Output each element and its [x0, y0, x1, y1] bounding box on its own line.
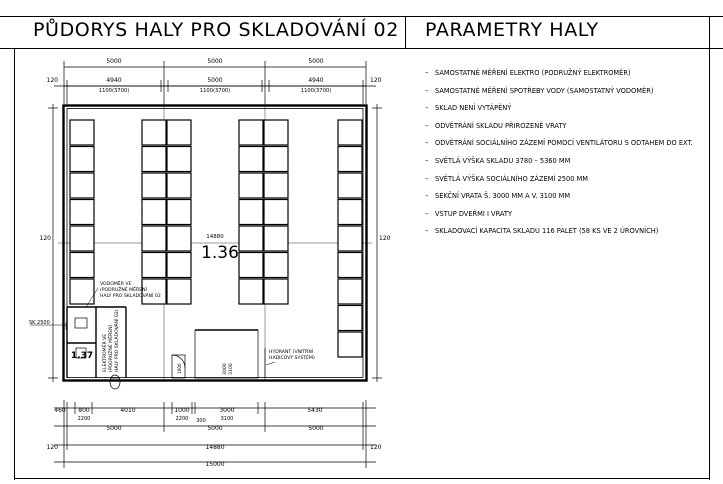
parameter-item: – SVĚTLÁ VÝŠKA SKLADU 3780 – 5360 MM — [425, 155, 571, 165]
pallet-slot — [70, 173, 94, 198]
dim-axis-1: 5000 — [106, 58, 122, 65]
dim-b2-2: 5000 — [207, 425, 223, 432]
pallet-slot — [338, 120, 362, 145]
pallet-slot — [338, 173, 362, 198]
dim-axis-3: 5000 — [308, 58, 324, 65]
dim-window-1: 1100(3700) — [98, 88, 130, 94]
washbasin-icon — [75, 318, 87, 328]
pallet-slot — [338, 200, 362, 225]
dim-b2-3: 5000 — [308, 425, 324, 432]
pallet-slot — [338, 332, 362, 357]
pallet-slot — [142, 226, 166, 251]
electro-note-2: (PODRUŽNÉ MĚŘENÍ — [109, 325, 114, 372]
pallet-slot — [167, 279, 191, 304]
pallet-slot — [264, 120, 288, 145]
dim-b2-1: 5000 — [106, 425, 122, 432]
dim-window-3: 1100(3700) — [300, 88, 332, 94]
parameter-item: – SEKČNÍ VRATA Š. 3000 MM A V. 3100 MM — [425, 191, 571, 201]
pallet-slot — [70, 120, 94, 145]
parameter-item: – SVĚTLÁ VÝŠKA SOCIÁLNÍHO ZÁZEMÍ 2500 MM — [425, 173, 589, 183]
pallet-slot — [167, 253, 191, 278]
pallet-slot — [167, 147, 191, 172]
pallet-slot — [70, 200, 94, 225]
dim-b-3000: 3000 — [219, 407, 235, 414]
dim-b-4010: 4010 — [120, 407, 136, 414]
hydrant-note-2: HADICOVÝ SYSTÉM) — [269, 356, 315, 361]
pallet-slot — [167, 120, 191, 145]
sk-label: SK 2500 — [29, 320, 50, 326]
pallet-slot — [167, 173, 191, 198]
parameters-title: PARAMETRY HALY — [425, 19, 599, 41]
parameter-item: – ODVĚTRÁNÍ SKLADU PŘIROZENĚ VRATY — [425, 120, 567, 130]
pallet-slot — [264, 200, 288, 225]
dim-b-2200b: 2200 — [175, 416, 189, 422]
inner-length: 14880 — [206, 234, 224, 240]
pallet-slot — [264, 226, 288, 251]
water-meter-note-2: (PODRUŽNÉ MĚŘENÍ — [100, 288, 147, 293]
dim-edge-right: 120 — [370, 77, 382, 84]
dim-b-5430: 5430 — [307, 407, 323, 414]
dim-clear-2: 5000 — [207, 77, 223, 84]
dim-right: 120 — [379, 235, 391, 242]
electro-note-1: ELEKTROMĚR VE — [103, 333, 108, 372]
parameter-item: – SKLAD NENÍ VYTÁPĚNÝ — [425, 103, 512, 113]
pallet-slot — [239, 173, 263, 198]
pallet-slot — [142, 200, 166, 225]
pallet-slot — [239, 200, 263, 225]
pallet-slot — [70, 226, 94, 251]
door-height: 3100 — [229, 363, 234, 375]
pallet-slot — [70, 147, 94, 172]
toilet-number: 1.37 — [70, 351, 94, 361]
dim-b4: 15000 — [205, 461, 225, 468]
room-number: 1.36 — [201, 243, 239, 263]
pallet-slot — [239, 253, 263, 278]
water-meter-note-1: VODOMĚR VE — [100, 282, 132, 287]
electro-note-3: HALY PRO SKLADOVÁNÍ 02) — [115, 309, 120, 372]
parameter-item: – SAMOSTATNÉ MĚŘENÍ ELEKTRO (PODRUŽNÝ ELEKTROMĚR) — [425, 68, 631, 77]
pallet-slot — [167, 226, 191, 251]
dim-b-3100: 3100 — [220, 416, 234, 422]
pallet-slot — [142, 173, 166, 198]
pallet-slot — [264, 279, 288, 304]
plan-title: PŮDORYS HALY PRO SKLADOVÁNÍ 02 — [33, 19, 399, 41]
dim-b3: 14880 — [205, 444, 225, 451]
dim-left: 120 — [39, 235, 51, 242]
pallet-slot — [142, 253, 166, 278]
pallet-slot — [338, 226, 362, 251]
parameter-item: – SKLADOVACÍ KAPACITA SKLADU 116 PALET (58 KS VE 2 ÚROVNÍCH) — [425, 226, 659, 236]
dim-edge-left: 120 — [46, 77, 58, 84]
dim-b-800: 800 — [78, 407, 90, 414]
pallet-slot — [239, 279, 263, 304]
pallet-slot — [338, 306, 362, 331]
pallet-slot — [264, 173, 288, 198]
pallet-slot — [70, 253, 94, 278]
pallet-slot — [142, 120, 166, 145]
pallet-slot — [239, 120, 263, 145]
pallet-slot — [264, 253, 288, 278]
dim-b-1000: 1000 — [174, 407, 190, 414]
dim-b3-right: 120 — [370, 444, 382, 451]
pallet-slot — [338, 253, 362, 278]
dim-axis-2: 5000 — [207, 58, 223, 65]
hydrant-note-1: HYDRANT (VNITŘNÍ — [269, 350, 314, 355]
parameter-item: – VSTUP DVEŘMI I VRATY — [425, 208, 513, 218]
dim-b-300: 300 — [196, 418, 206, 424]
pallet-slot — [338, 279, 362, 304]
pallet-slot — [239, 147, 263, 172]
water-meter-note-3: HALY PRO SKLADOVÁNÍ 02 — [100, 294, 161, 299]
small-door-width: 1000 — [177, 363, 182, 374]
dim-clear-1: 4940 — [106, 77, 122, 84]
dim-b3-left: 120 — [46, 444, 58, 451]
pallet-slot — [264, 147, 288, 172]
pallet-slot — [338, 147, 362, 172]
pallet-slot — [142, 147, 166, 172]
parameter-item: – ODVĚTRÁNÍ SOCIÁLNÍHO ZÁZEMÍ POMOCÍ VENTILÁTORU S ODTAHEM DO EXT. — [425, 138, 693, 148]
door-width: 3000 — [223, 363, 228, 375]
pallet-slot — [167, 200, 191, 225]
dim-clear-3: 4940 — [308, 77, 324, 84]
parameter-item: – SAMOSTATNÉ MĚŘENÍ SPOTŘEBY VODY (SAMOSTATNÝ VODOMĚR) — [425, 85, 654, 95]
dim-b-460: 460 — [54, 407, 66, 414]
dim-window-2: 1100(3700) — [199, 88, 231, 94]
dim-b-2200a: 2200 — [77, 416, 91, 422]
pallet-slot — [239, 226, 263, 251]
